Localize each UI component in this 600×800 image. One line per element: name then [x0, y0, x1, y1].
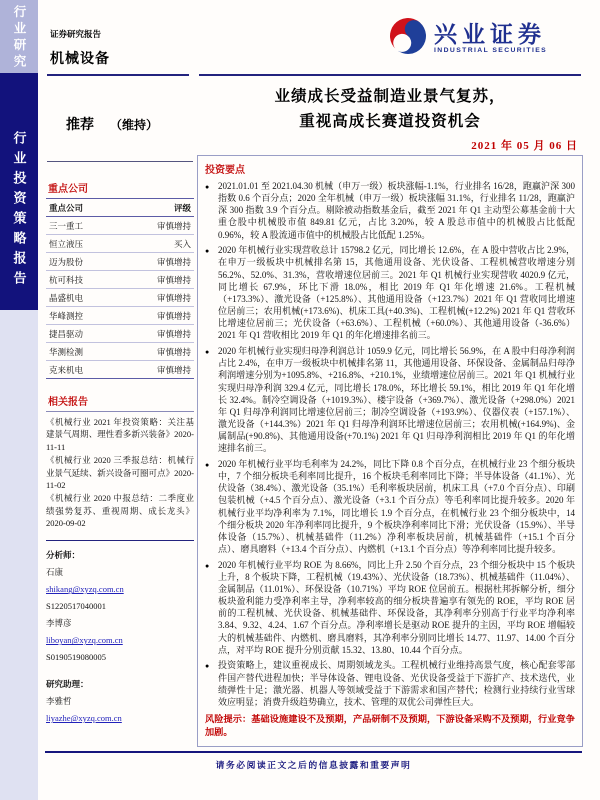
assistant-name: 李雅哲 — [46, 696, 72, 707]
brand-name: 兴业证券 — [434, 22, 546, 47]
rating-status: （维持） — [110, 118, 159, 132]
team-divider — [46, 540, 194, 542]
analyst-label: 分析师： — [46, 550, 81, 561]
highlights-list — [205, 180, 575, 708]
bullet-item: ● 2020 年机械行业实现营收总计 15798.2 亿元，同比增长 12.6%，在 A 股中营收占比 2.9%，在申万一级板块中机械排名第 15，其他通用设备、光伏设备、工程机械营收增速分别 56.2%、52.0%、31.3%，营收增速位居前三。2021 年 Q1 机械行业实现营收 4020.9 亿元，同比增长 67.9%，环比下滑 18.0%，相比 2019 年 Q1 年化增速 21.6%。工程机械（+173.3%）、激光设备（+125.8%）、其他通用设备（+123.7%）2021 年 Q1 营收同比增速位居前三；农用机械(+173.6%)、机床工具(+40.3%)、工程机械(+12.2%) 2021 年 Q1 营收环比增速位居前三；光伏设备（+63.6%）、工程机械（+60.0%）、其他通用设备（-36.6%）2021 年 Q1 营收相比 2019 年 Q1 的年化增速排名前三。 — [205, 244, 575, 341]
table-row — [46, 325, 194, 343]
analyst-email-link[interactable]: liboyan@xyzq.com.cn — [46, 635, 123, 646]
company-rating: 审慎增持 — [156, 346, 191, 357]
report-date: 2021 年 05 月 06 日 — [471, 140, 578, 152]
analyst-block — [46, 549, 194, 725]
key-companies-heading: 重点公司 — [48, 184, 88, 195]
bullet-item: ● 2021.01.01 至 2021.04.30 机械（申万一级）板块涨幅-1.1%，行业排名 16/28，跑赢沪深 300 指数 0.6 个百分点；2020 全年机械（申万一级）板块涨幅 31.1%，行业排名 11/28，跑赢沪深 300 指数 3.9 个百分点。剔除被动指数基金后，截至 2021 年 Q1 主动型公募基金前十大重仓股中机械股市值 849.81 亿元，占比 3.20%，较 A 股总市值中的机械股占比低配 0.96%，较 A 股流通市值中的机械股占比低配 1.25%。 — [205, 180, 575, 241]
report-type-label: 证券研究报告 — [50, 29, 102, 39]
company-name: 恒立液压 — [49, 238, 84, 249]
investment-highlights-heading: 投资要点 — [205, 165, 245, 176]
analyst-sac: S1220517040001 — [46, 601, 106, 612]
strategy-report-band — [0, 73, 38, 310]
table-row — [46, 289, 194, 307]
company-name: 杭可科技 — [49, 274, 84, 285]
table-row — [46, 271, 194, 289]
rating-value: 推荐 — [66, 118, 94, 133]
bullet-item: ● 2020 年机械行业实现归母净利润总计 1059.9 亿元，同比增长 56.9%，在 A 股中归母净利润占比 2.4%，在申万一级板块中机械排名第 11，其他通用设备、环保设备、金属制品归母净利润增速分别为+1095.8%、+216.8%、+210.1%，业绩增速位居前三。2021 年 Q1 机械行业实现归母净利润 329.4 亿元，同比增长 178.0%，环比增长 59.1%，相比 2019 年 Q1 年化增长 32.4%。制冷空调设备（+1019.3%）、楼宇设备（+369.7%）、激光设备（+298.0%）2021 年 Q1 归母净利润同比增速位居前三；制冷空调设备（+193.9%）、仪器仪表（+157.1%）、激光设备（+144.3%）2021 年 Q1 归母净利润环比增速位居前三；农用机械(+164.9%)、金属制品(+90.8%)、其他通用设备(+70.1%) 2021 年 Q1 归母净利润相比 2019 年 Q1 的年化增速排名前三。 — [205, 345, 575, 454]
company-name: 迈为股份 — [49, 256, 84, 267]
company-rating: 审慎增持 — [156, 256, 191, 267]
table-row — [46, 235, 194, 253]
rating-rule — [47, 161, 193, 162]
table-header-row — [46, 199, 194, 217]
report-title — [200, 84, 580, 134]
company-name: 捷昌驱动 — [49, 328, 84, 339]
header-rule-right — [199, 74, 581, 76]
footer-disclaimer: 请务必阅读正文之后的信息披露和重要声明 — [215, 760, 412, 770]
industry-research-band — [0, 0, 38, 73]
col-rating-header: 评级 — [173, 202, 191, 213]
col-company-header: 重点公司 — [49, 202, 84, 213]
company-rating: 审慎增持 — [156, 364, 191, 375]
table-row — [46, 343, 194, 361]
analyst-sac: S0190519080005 — [46, 652, 106, 663]
company-name: 华测检测 — [49, 346, 84, 357]
company-rating: 买入 — [173, 238, 191, 249]
company-rating: 审慎增持 — [156, 274, 191, 285]
industry-research-label: 行业研究 — [12, 5, 26, 71]
analyst-email-link[interactable]: shikang@xyzq.com.cn — [46, 584, 124, 595]
key-companies-table — [46, 198, 194, 379]
report-item: 《机械行业 2021 年投资策略：关注基建景气周期、理性看多新兴装备》2020-11-11 — [46, 417, 194, 452]
company-rating: 审慎增持 — [156, 310, 191, 321]
company-name: 华峰测控 — [49, 310, 84, 321]
table-row — [46, 361, 194, 378]
company-rating: 审慎增持 — [156, 292, 191, 303]
report-item: 《机械行业 2020 三季报总结：机械行业景气延续、新兴设备可圈可点》2020-11-02 — [46, 455, 194, 491]
company-name: 三一重工 — [49, 220, 84, 231]
report-title-line2: 重视高成长赛道投资机会 — [299, 113, 481, 130]
company-rating: 审慎增持 — [156, 220, 191, 231]
brand-subtitle: INDUSTRIAL SECURITIES — [434, 47, 548, 54]
strategy-report-label: 行业投资策略报告 — [11, 131, 27, 291]
table-row — [46, 253, 194, 271]
related-reports-list — [46, 411, 194, 530]
left-column — [46, 180, 194, 729]
analyst-name: 石康 — [46, 567, 64, 578]
bullet-item: ● 投资策略上，建议重视成长、周期领域龙头。工程机械行业维持高景气度，核心配套零部件国产替代进程加快；半导体设备、锂电设备、光伏设备受益于下游扩产、技术迭代，业绩弹性十足；激光器、机器人等领域受益于下游需求和国产替代；检测行业持续行业雪球效应明显；消费升级趋势确立，技术、管理的双优公司弹性巨大。 — [205, 659, 575, 708]
assistant-email-link[interactable]: liyazhe@xyzq.com.cn — [46, 713, 122, 724]
rating-block — [66, 114, 158, 134]
analyst-name: 李博彦 — [46, 618, 72, 629]
company-name: 克来机电 — [49, 364, 84, 375]
brand-swirl-icon — [388, 16, 428, 61]
bullet-item: ● 2020 年机械行业平均 ROE 为 8.66%，同比上升 2.50 个百分点，23 个细分板块中 15 个板块上升，8 个板块下降，工程机械（19.43%）、光伏设备（18.73%）、机械基础件（11.04%）、金属制品（11.01%）、环保设备（10.71%）平均 ROE 位居前五。根据杜邦拆解分析，细分板块盈利能力受净利率主导，净利率较高的细分板块普遍享有领先的 ROE，平均 ROE 居前的工程机械、光伏设备、机械基础件、环保设备，其净利率分别高于行业平均净利率 3.84、9.32、4.24、1.67 个百分点。净利率增长是驱动 ROE 提升的主因，平均 ROE 增幅较大的机械基础件、内燃机、磨具磨料，其净利率分别同比增长 14.77、11.97、14.00 个百分点，对平均 ROE 提升分别贡献 15.32、13.80、10.44 个百分点。 — [205, 559, 575, 656]
company-rating: 审慎增持 — [156, 328, 191, 339]
company-name: 晶盛机电 — [49, 292, 84, 303]
side-strip — [0, 0, 38, 800]
industry-title: 机械设备 — [50, 52, 110, 67]
side-strip-bottom — [0, 310, 38, 800]
investment-highlights-box — [197, 155, 583, 747]
spacer — [46, 668, 194, 678]
research-assistant-label: 研究助理： — [46, 679, 89, 690]
bullet-item: ● 2020 年机械行业平均毛利率为 24.2%，同比下降 0.8 个百分点，在机械行业 23 个细分板块中，7 个细分板块毛利率同比提升，16 个板块毛利率同比下降；半导体设备（41.1%）、光伏设备（38.4%）、激光设备（35.1%）毛利率板块居前，机床工具（+7.0 个百分点）、印刷包装机械（+4.5 个百分点）、激光设备（+3.1 个百分点）等毛利率同比提升较多。2020 年机械行业平均净利率为 7.1%，同比增长 1.9 个百分点，在机械行业 23 个细分板块中，14 个细分板块 2020 年净利率同比提升，9 个板块净利率同比下滑；光伏设备（15.9%）、半导体设备（15.7%）、机械基础件（11.2%）净利率板块居前，机械基础件（+15.1 个百分点）、磨具磨料（+13.4 个百分点）、内燃机（+13.1 个百分点）等净利率同比提升较多。 — [205, 458, 575, 555]
report-title-line1: 业绩成长受益制造业景气复苏， — [274, 88, 506, 105]
footer-rule — [45, 751, 582, 753]
report-item: 《机械行业 2020 中报总结：二季度业绩强势复苏、重视周期、成长龙头》2020-09-02 — [46, 493, 194, 529]
header-rule-left — [47, 74, 189, 76]
table-row — [46, 307, 194, 325]
table-row — [46, 217, 194, 235]
related-reports-heading: 相关报告 — [48, 397, 88, 408]
risk-warning: 风险提示：基础设施建设不及预期，产品研制不及预期，下游设备采购不及预期，行业竞争加剧。 — [205, 714, 575, 737]
brand-logo — [388, 16, 547, 61]
